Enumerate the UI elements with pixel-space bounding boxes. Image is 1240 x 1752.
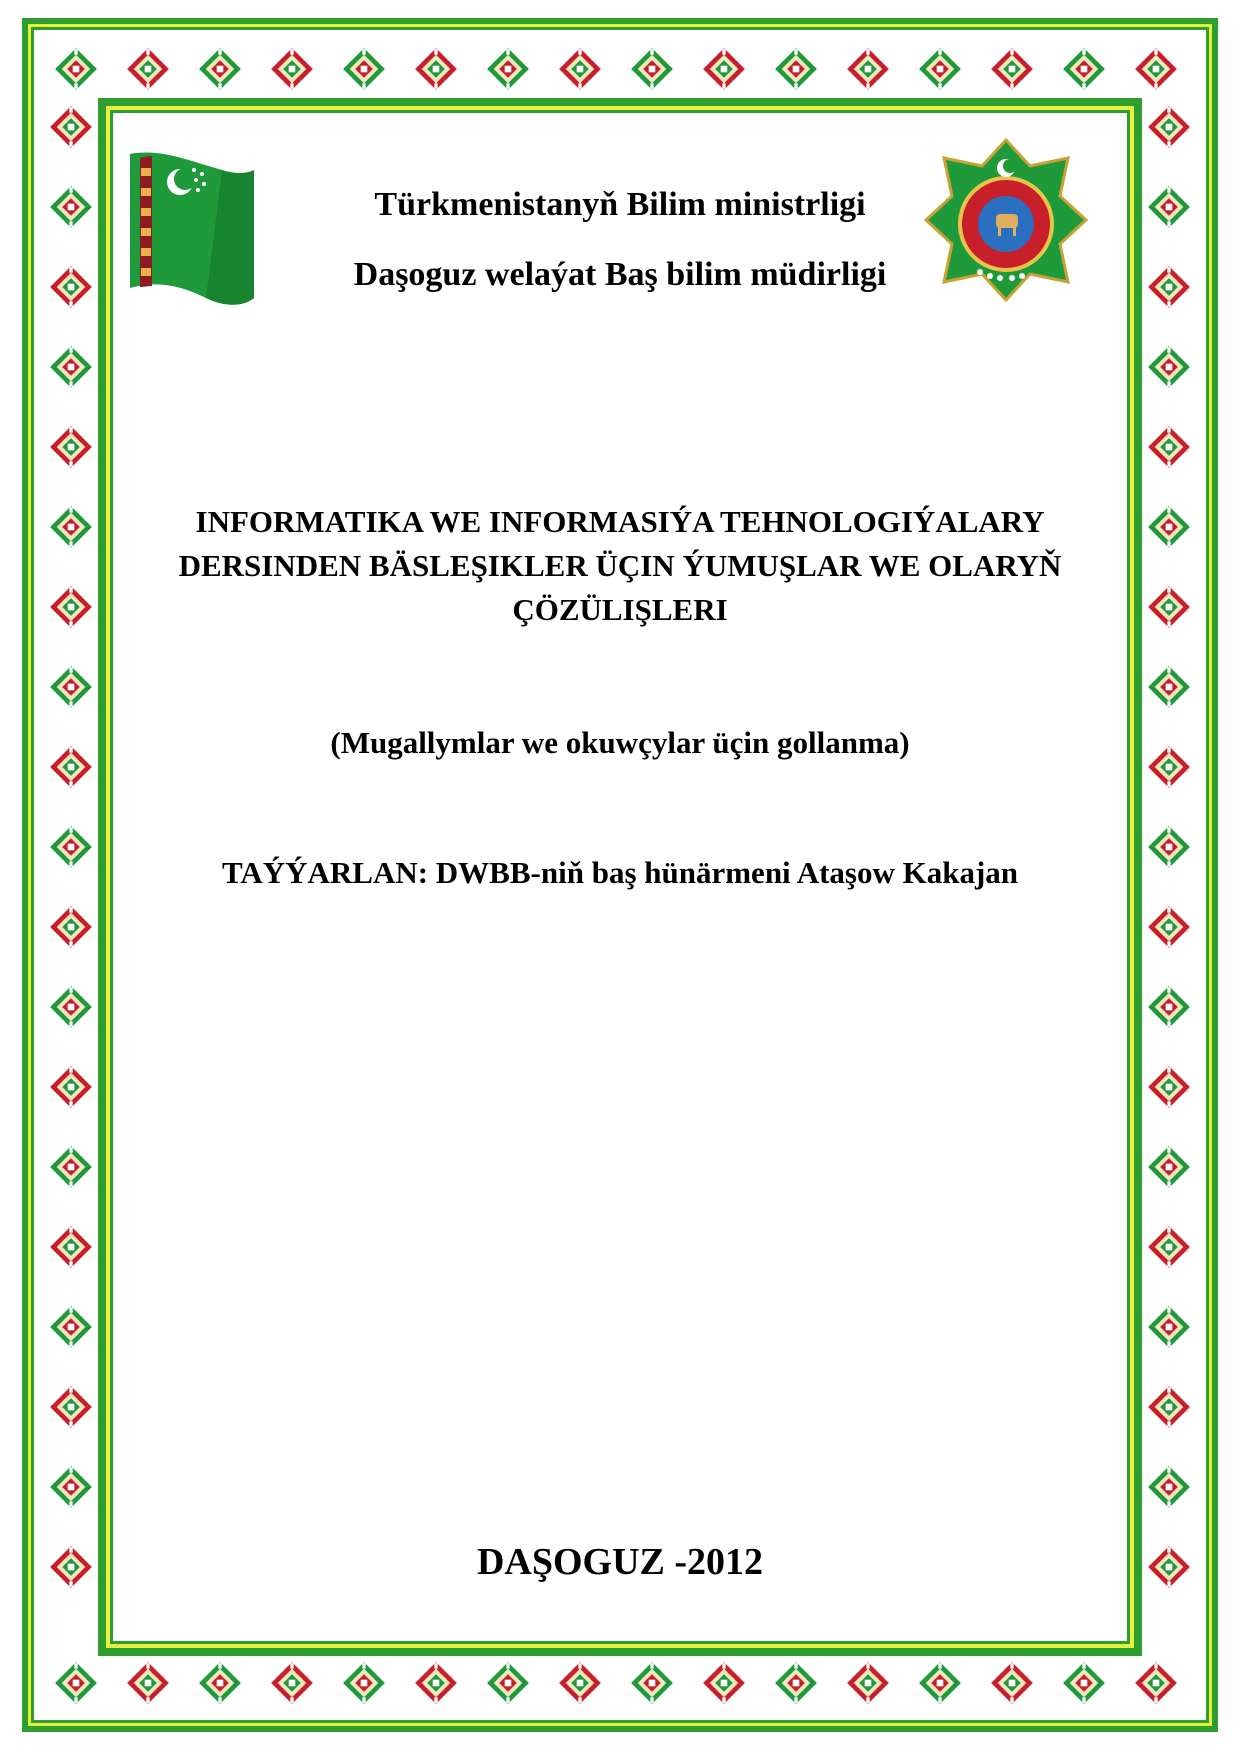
carpet-gol-ornament-icon <box>774 47 818 91</box>
carpet-gol-ornament-icon <box>918 1661 962 1705</box>
carpet-gol-ornament-icon <box>846 1661 890 1705</box>
carpet-gol-ornament-icon <box>846 47 890 91</box>
carpet-gol-ornament-icon <box>342 47 386 91</box>
ministry-heading: Türkmenistanyň Bilim ministrligi <box>374 186 866 223</box>
carpet-gol-ornament-icon <box>54 47 98 91</box>
carpet-gol-ornament-icon <box>414 1661 458 1705</box>
ornament-band-bottom <box>40 1652 1200 1714</box>
carpet-gol-ornament-icon <box>49 1385 93 1429</box>
carpet-gol-ornament-icon <box>49 1465 93 1509</box>
carpet-gol-ornament-icon <box>1147 1225 1191 1269</box>
carpet-gol-ornament-icon <box>49 985 93 1029</box>
carpet-gol-ornament-icon <box>558 47 602 91</box>
carpet-gol-ornament-icon <box>1134 1661 1178 1705</box>
carpet-gol-ornament-icon <box>1147 105 1191 149</box>
carpet-gol-ornament-icon <box>1147 665 1191 709</box>
carpet-gol-ornament-icon <box>1147 585 1191 629</box>
carpet-gol-ornament-icon <box>1062 1661 1106 1705</box>
carpet-gol-ornament-icon <box>49 585 93 629</box>
ornament-band-top <box>40 38 1200 100</box>
carpet-gol-ornament-icon <box>49 1065 93 1109</box>
author-line: TAÝÝARLAN: DWBB-niň baş hünärmeni Ataşow Kakajan <box>221 855 1019 890</box>
carpet-gol-ornament-icon <box>49 665 93 709</box>
carpet-gol-ornament-icon <box>49 105 93 149</box>
carpet-gol-ornament-icon <box>1147 1145 1191 1189</box>
carpet-gol-ornament-icon <box>1134 47 1178 91</box>
carpet-gol-ornament-icon <box>54 1661 98 1705</box>
department-heading: Daşoguz welaýat Baş bilim müdirligi <box>353 256 887 293</box>
carpet-gol-ornament-icon <box>1147 905 1191 949</box>
carpet-gol-ornament-icon <box>1147 425 1191 469</box>
carpet-gol-ornament-icon <box>702 47 746 91</box>
carpet-gol-ornament-icon <box>1147 505 1191 549</box>
carpet-gol-ornament-icon <box>1147 1065 1191 1109</box>
title-line: INFORMATIKA WE INFORMASIÝA TEHNOLOGIÝALARY <box>195 504 1045 539</box>
carpet-gol-ornament-icon <box>342 1661 386 1705</box>
carpet-gol-ornament-icon <box>630 1661 674 1705</box>
carpet-gol-ornament-icon <box>774 1661 818 1705</box>
carpet-gol-ornament-icon <box>702 1661 746 1705</box>
carpet-gol-ornament-icon <box>49 905 93 949</box>
carpet-gol-ornament-icon <box>49 1145 93 1189</box>
document-subtitle: (Mugallymlar we okuwçylar üçin gollanma) <box>330 725 910 760</box>
document-title <box>130 500 1110 632</box>
carpet-gol-ornament-icon <box>990 47 1034 91</box>
title-line: DERSINDEN BÄSLEŞIKLER ÜÇIN ÝUMUŞLAR WE OLARYŇ <box>178 548 1062 583</box>
carpet-gol-ornament-icon <box>1147 1385 1191 1429</box>
carpet-gol-ornament-icon <box>1147 1465 1191 1509</box>
carpet-gol-ornament-icon <box>49 505 93 549</box>
carpet-gol-ornament-icon <box>270 1661 314 1705</box>
carpet-gol-ornament-icon <box>1147 985 1191 1029</box>
carpet-gol-ornament-icon <box>126 47 170 91</box>
carpet-gol-ornament-icon <box>414 47 458 91</box>
carpet-gol-ornament-icon <box>1147 1305 1191 1349</box>
carpet-gol-ornament-icon <box>558 1661 602 1705</box>
carpet-gol-ornament-icon <box>630 47 674 91</box>
carpet-gol-ornament-icon <box>49 345 93 389</box>
place-year: DAŞOGUZ -2012 <box>476 1541 764 1583</box>
title-line: ÇÖZÜLIŞLERI <box>512 592 728 627</box>
carpet-gol-ornament-icon <box>49 425 93 469</box>
carpet-gol-ornament-icon <box>1147 345 1191 389</box>
carpet-gol-ornament-icon <box>270 47 314 91</box>
carpet-gol-ornament-icon <box>1062 47 1106 91</box>
carpet-gol-ornament-icon <box>198 47 242 91</box>
carpet-gol-ornament-icon <box>918 47 962 91</box>
carpet-gol-ornament-icon <box>486 1661 530 1705</box>
carpet-gol-ornament-icon <box>49 1305 93 1349</box>
carpet-gol-ornament-icon <box>49 1225 93 1269</box>
carpet-gol-ornament-icon <box>990 1661 1034 1705</box>
carpet-gol-ornament-icon <box>126 1661 170 1705</box>
carpet-gol-ornament-icon <box>198 1661 242 1705</box>
carpet-gol-ornament-icon <box>486 47 530 91</box>
